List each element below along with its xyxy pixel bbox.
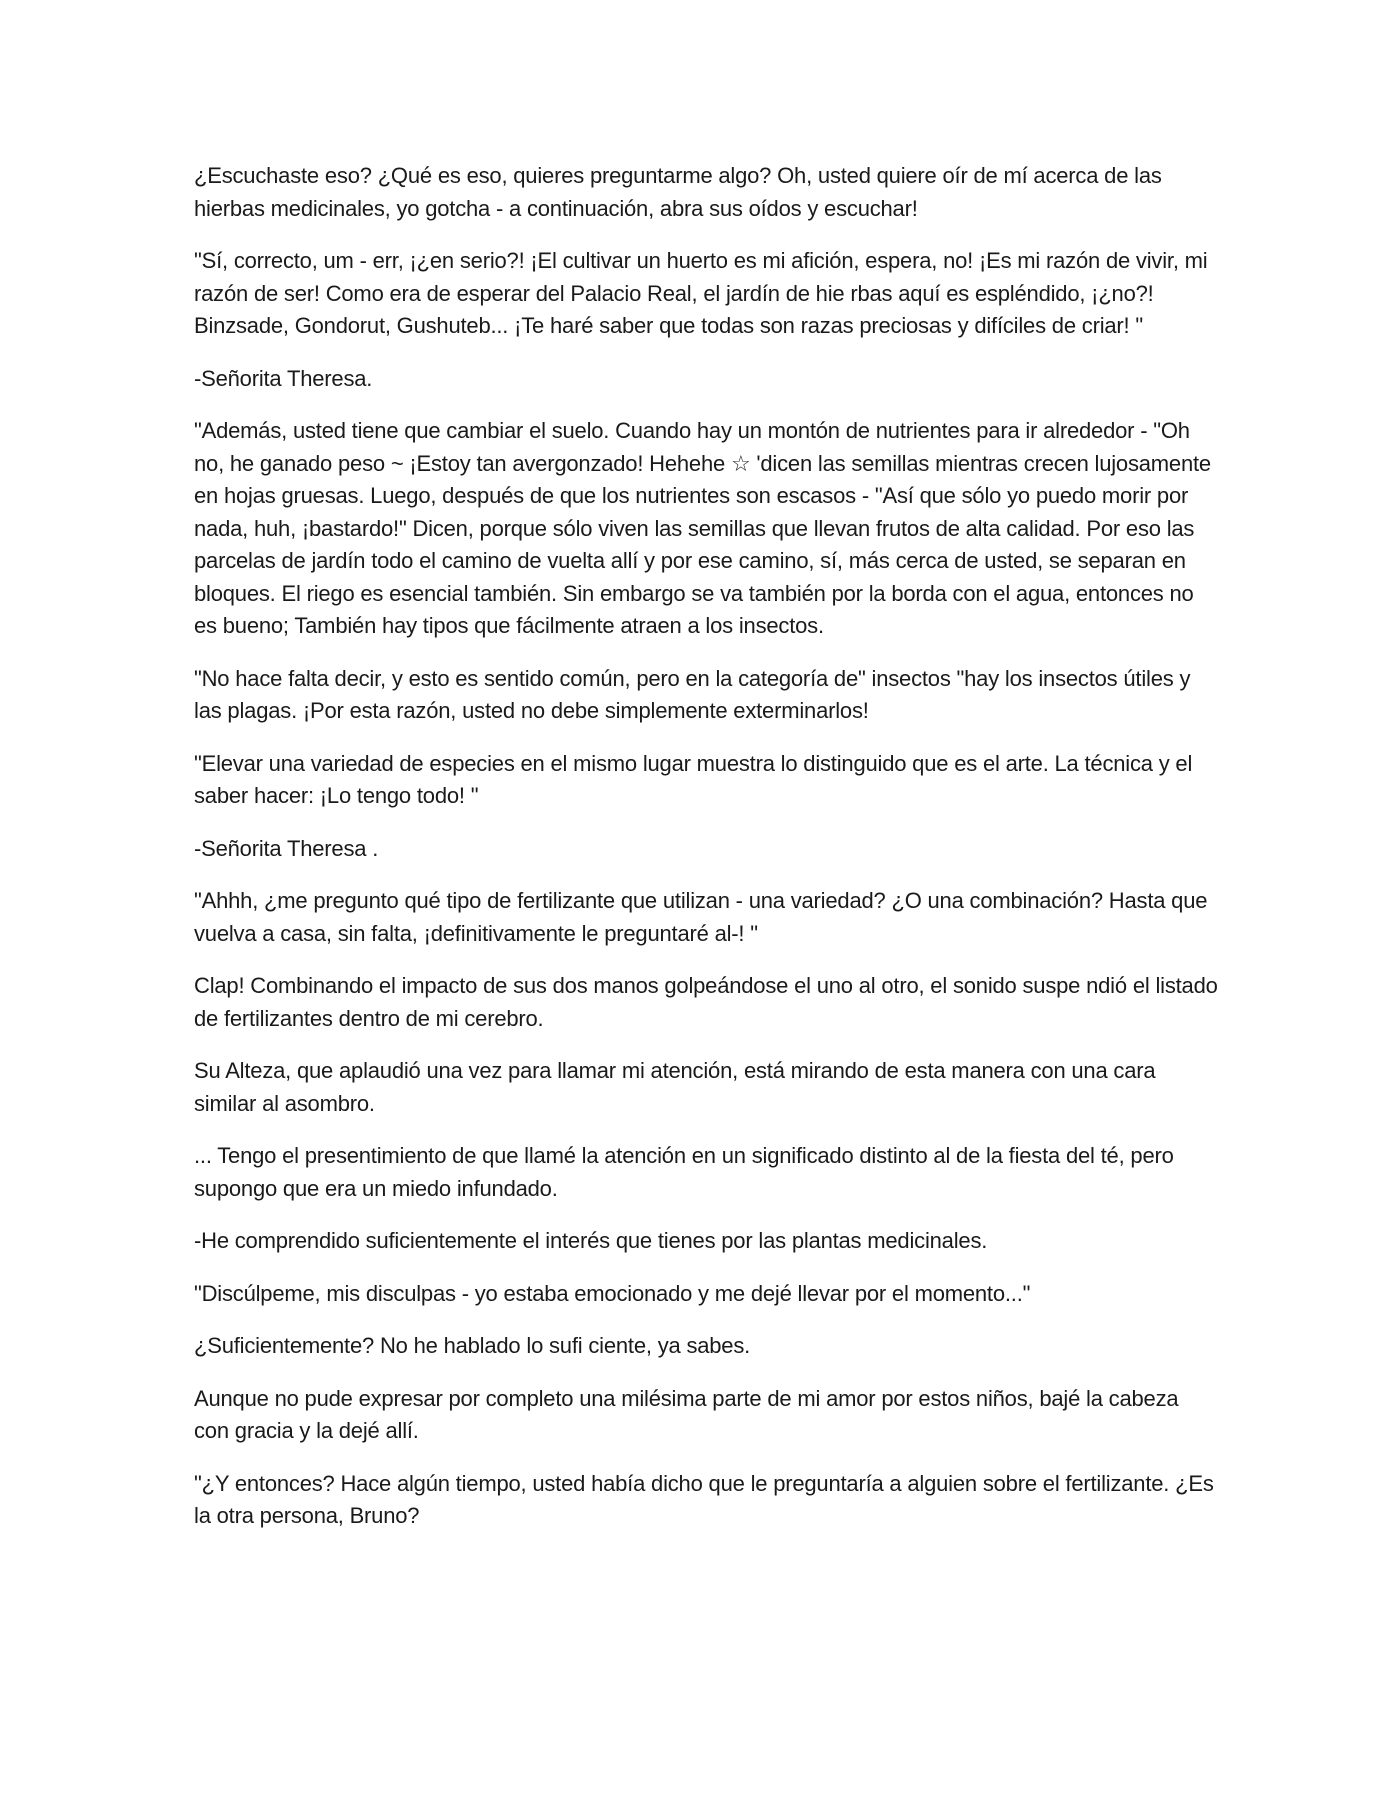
paragraph: ¿Suficientemente? No he hablado lo sufi ciente, ya sabes. xyxy=(194,1333,751,1358)
paragraph: -Señorita Theresa . xyxy=(194,835,379,861)
document-body xyxy=(194,160,1219,1553)
paragraph: "No hace falta decir, y esto es sentido común, pero en la categoría de" insectos "hay los insectos útiles y las plagas. ¡Por esta razón, usted no debe simplemente exterminarlos! xyxy=(194,665,1191,723)
paragraph: "Además, usted tiene que cambiar el suelo. Cuando hay un montón de nutrientes para ir alrededor - "Oh no, he ganado peso ~ ¡Estoy tan avergonzado! Hehehe ☆ 'dicen las semillas mientras crecen lujosamente en hojas gruesas. Luego, después de que los nutrientes son escasos - "Así que sólo yo puedo morir por nada, huh, ¡bastardo!" Dicen, porque sólo viven las semillas que llevan frutos de alta calidad. Por eso las parcelas de jardín todo el camino de vuelta allí y por ese camino, sí, más cerca de usted, se separan en bloques. El riego es esencial también. Sin embargo se va también por la borda con el agua, entonces no es bueno; También hay tipos que fácilmente atraen a los insectos. xyxy=(194,418,1211,638)
paragraph: "Ahhh, ¿me pregunto qué tipo de fertilizante que utilizan - una variedad? ¿O una combinación? Hasta que vuelva a casa, sin falta, ¡definitivamente le preguntaré al-! " xyxy=(194,888,1208,946)
paragraph: "Elevar una variedad de especies en el mismo lugar muestra lo distinguido que es el arte. La técnica y el saber hacer: ¡Lo tengo todo! " xyxy=(194,750,1193,808)
paragraph: -He comprendido suficientemente el interés que tienes por las plantas medicinales. xyxy=(194,1228,988,1253)
paragraph: "Discúlpeme, mis disculpas - yo estaba emocionado y me dejé llevar por el momento..." xyxy=(194,1280,1031,1306)
paragraph: Aunque no pude expresar por completo una milésima parte de mi amor por estos niños, bajé la cabeza con gracia y la dejé allí. xyxy=(194,1385,1179,1443)
paragraph: "Sí, correcto, um - err, ¡¿en serio?! ¡El cultivar un huerto es mi afición, espera, no! ¡Es mi razón de vivir, mi razón de ser! Como era de esperar del Palacio Real, el jardín de hie rbas aquí es espléndido, ¡¿no?! Binzsade, Gondorut, Gushuteb... ¡Te haré saber que todas son razas preciosas y difíciles de criar! " xyxy=(194,248,1208,338)
paragraph: Clap! Combinando el impacto de sus dos manos golpeándose el uno al otro, el sonido suspe ndió el listado de fertilizantes dentro de mi cerebro. xyxy=(194,973,1218,1031)
paragraph: Su Alteza, que aplaudió una vez para llamar mi atención, está mirando de esta manera con una cara similar al asombro. xyxy=(194,1058,1156,1116)
paragraph: "¿Y entonces? Hace algún tiempo, usted había dicho que le preguntaría a alguien sobre el fertilizante. ¿Es la otra persona, Bruno? xyxy=(194,1470,1214,1528)
paragraph: ¿Escuchaste eso? ¿Qué es eso, quieres preguntarme algo? Oh, usted quiere oír de mí acerca de las hierbas medicinales, yo gotcha - a continuación, abra sus oídos y escuchar! xyxy=(194,163,1162,221)
paragraph: ... Tengo el presentimiento de que llamé la atención en un significado distinto al de la fiesta del té, pero supongo que era un miedo infundado. xyxy=(194,1143,1174,1201)
paragraph: -Señorita Theresa. xyxy=(194,365,373,391)
